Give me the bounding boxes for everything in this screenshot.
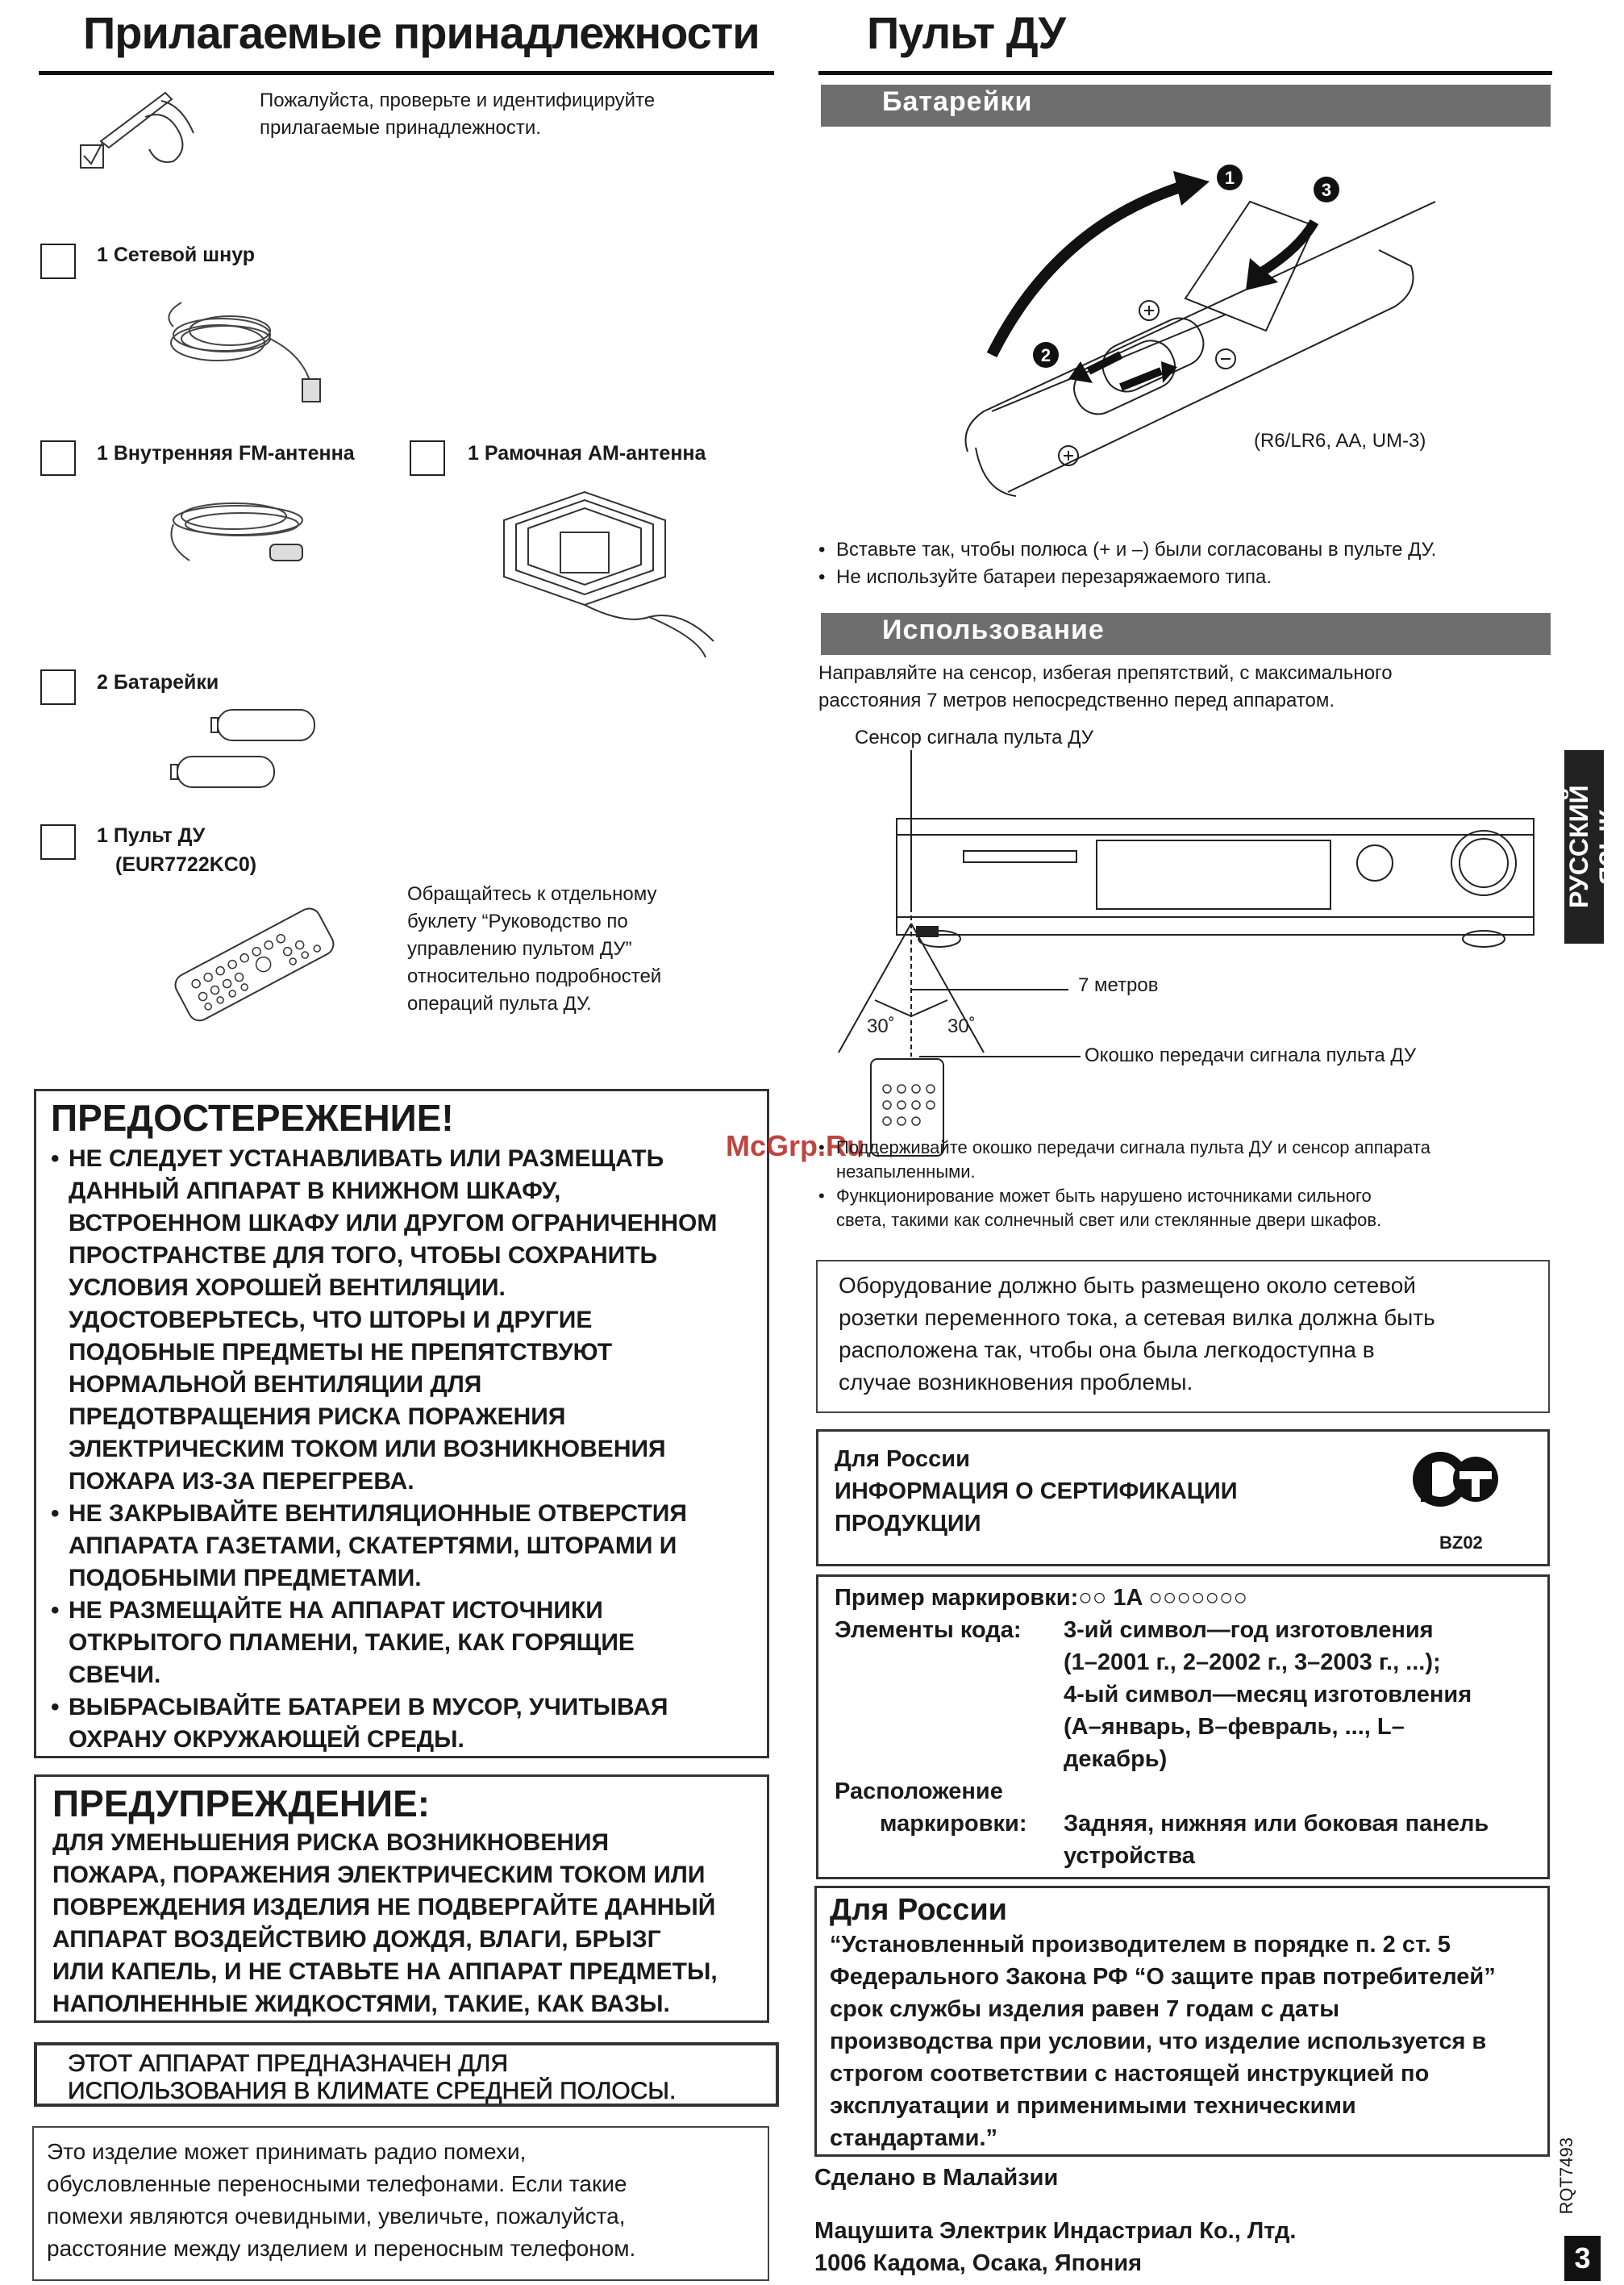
caution-box bbox=[34, 1774, 769, 2023]
accessories-title: Прилагаемые принадлежности bbox=[83, 7, 760, 58]
fm-antenna-label: 1 Внутренняя FM-антенна bbox=[97, 442, 355, 465]
marking-code-line: декабрь) bbox=[1064, 1746, 1168, 1772]
remote-checkbox[interactable] bbox=[40, 824, 76, 860]
remote-note bbox=[407, 881, 754, 1018]
intro-line: прилагаемые принадлежности. bbox=[260, 117, 541, 139]
remote-illustration bbox=[165, 891, 343, 1036]
distance-label: 7 метров bbox=[1078, 974, 1159, 996]
accessories-title-rule bbox=[39, 71, 774, 75]
interference-line: обусловленные переносными телефонами. Если такие bbox=[47, 2171, 627, 2196]
marking-code-line: (А–январь, В–февраль, ..., L– bbox=[1064, 1714, 1405, 1740]
caution-line: ИЛИ КАПЕЛЬ, И НЕ СТАВЬТЕ НА АППАРАТ ПРЕДМЕТЫ, bbox=[52, 1958, 718, 1985]
interference-text bbox=[47, 2136, 768, 2265]
warning-box bbox=[34, 1089, 769, 1758]
remote-title-rule bbox=[818, 71, 1552, 75]
marking-code bbox=[835, 1614, 1547, 1775]
am-antenna-label: 1 Рамочная АМ-антенна bbox=[468, 442, 706, 465]
battery-notes bbox=[818, 536, 1552, 591]
climate-box bbox=[34, 2042, 779, 2107]
caution-line: АППАРАТ ВОЗДЕЙСТВИЮ ДОЖДЯ, ВЛАГИ, БРЫЗГ bbox=[52, 1926, 661, 1953]
angle-right-label: 30˚ bbox=[947, 1015, 976, 1037]
warning-line: АППАРАТА ГАЗЕТАМИ, СКАТЕРТЯМИ, ШТОРАМИ И bbox=[69, 1532, 677, 1559]
marking-code-label: Элементы кода: bbox=[835, 1617, 1022, 1643]
interference-box bbox=[32, 2126, 769, 2281]
warning-line: СВЕЧИ. bbox=[69, 1662, 161, 1688]
usage-text bbox=[818, 660, 1552, 715]
remote-note-line: управлению пультом ДУ” bbox=[407, 938, 632, 960]
marking-code-line: (1–2001 г., 2–2002 г., 3–2003 г., ...); bbox=[1064, 1649, 1441, 1675]
marking-location-line: устройства bbox=[1064, 1843, 1195, 1869]
service-life-line: эксплуатации и применимыми техническими bbox=[830, 2093, 1356, 2119]
warning-line: ПРОСТРАНСТВЕ ДЛЯ ТОГО, ЧТОБЫ СОХРАНИТЬ bbox=[69, 1242, 658, 1269]
warning-list bbox=[51, 1143, 767, 1756]
service-life-box bbox=[814, 1886, 1550, 2157]
warning-line: ЭЛЕКТРИЧЕСКИМ ТОКОМ ИЛИ ВОЗНИКНОВЕНИЯ bbox=[69, 1436, 666, 1462]
marking-code-line: 4-ый символ—месяц изготовления bbox=[1064, 1682, 1472, 1707]
service-life-line: Федерального Закона РФ “О защите прав потребителей” bbox=[830, 1964, 1496, 1990]
usage-note-line: света, такими как солнечный свет или стеклянные двери шкафов. bbox=[836, 1210, 1382, 1230]
marking-example-label: Пример маркировки: bbox=[835, 1585, 1079, 1611]
warning-line: ВСТРОЕННОМ ШКАФУ ИЛИ ДРУГОМ ОГРАНИЧЕННОМ bbox=[69, 1210, 718, 1236]
svg-text:3: 3 bbox=[1321, 180, 1332, 200]
rst-logo-icon bbox=[1410, 1445, 1506, 1518]
marking-location-line: Задняя, нижняя или боковая панель bbox=[1064, 1811, 1489, 1837]
made-in: Сделано в Малайзии bbox=[814, 2165, 1059, 2191]
warning-item bbox=[51, 1498, 767, 1595]
marking-code-line: 3-ий символ—год изготовления bbox=[1064, 1617, 1434, 1643]
interference-line: помехи являются очевидными, увеличьте, пожалуйста, bbox=[47, 2204, 626, 2229]
am-antenna-checkbox[interactable] bbox=[410, 440, 445, 476]
batteries-checkbox[interactable] bbox=[40, 669, 76, 705]
caution-line: ПОЖАРА, ПОРАЖЕНИЯ ЭЛЕКТРИЧЕСКИМ ТОКОМ ИЛИ bbox=[52, 1862, 706, 1888]
marking-location bbox=[835, 1775, 1547, 1872]
usage-note bbox=[818, 1136, 1552, 1184]
usage-note bbox=[818, 1184, 1552, 1232]
am-antenna-illustration bbox=[496, 488, 738, 665]
service-life-text bbox=[830, 1928, 1547, 2154]
marking-example-value: ○○ 1A ○○○○○○○ bbox=[1078, 1585, 1248, 1611]
page-number: 3 bbox=[1564, 2236, 1601, 2281]
warning-line: УСЛОВИЯ ХОРОШЕЙ ВЕНТИЛЯЦИИ. bbox=[69, 1274, 506, 1301]
warning-line: ПРЕДОТВРАЩЕНИЯ РИСКА ПОРАЖЕНИЯ bbox=[69, 1403, 566, 1430]
watermark: McGrp.Ru bbox=[726, 1129, 865, 1162]
sensor-label: Сенсор сигнала пульта ДУ bbox=[855, 727, 1093, 748]
caution-title: ПРЕДУПРЕЖДЕНИЕ: bbox=[52, 1783, 431, 1824]
battery-note: • Вставьте так, чтобы полюса (+ и –) были согласованы в пульте ДУ. bbox=[818, 536, 1552, 564]
warning-line: • ВЫБРАСЫВАЙТЕ БАТАРЕИ В МУСОР, УЧИТЫВАЯ bbox=[69, 1694, 668, 1720]
warning-line: • НЕ СЛЕДУЕТ УСТАНАВЛИВАТЬ ИЛИ РАЗМЕЩАТЬ bbox=[69, 1145, 664, 1172]
warning-line: ОТКРЫТОГО ПЛАМЕНИ, ТАКИЕ, КАК ГОРЯЩИЕ bbox=[69, 1629, 635, 1656]
remote-note-line: операций пульта ДУ. bbox=[407, 993, 592, 1015]
warning-line: ОХРАНУ ОКРУЖАЮЩЕЙ СРЕДЫ. bbox=[69, 1726, 464, 1753]
warning-line: ДАННЫЙ АППАРАТ В КНИЖНОМ ШКАФУ, bbox=[69, 1178, 561, 1204]
service-life-line: строгом соответствии с настоящей инструкцией по bbox=[830, 2061, 1430, 2087]
warning-line: • НЕ РАЗМЕЩАЙТЕ НА АППАРАТ ИСТОЧНИКИ bbox=[69, 1597, 603, 1624]
checklist-pen-illustration bbox=[77, 85, 214, 181]
accessories-intro bbox=[260, 87, 760, 142]
intro-line: Пожалуйста, проверьте и идентифицируйте bbox=[260, 90, 656, 111]
battery-insertion-illustration bbox=[960, 153, 1411, 524]
marking-location-label: маркировки: bbox=[880, 1811, 1027, 1837]
warning-line: ПОЖАРА ИЗ-ЗА ПЕРЕГРЕВА. bbox=[69, 1468, 414, 1495]
manufacturer-line: 1006 Кадома, Осака, Япония bbox=[814, 2250, 1143, 2276]
placement-line: Оборудование должно быть размещено около сетевой bbox=[839, 1273, 1416, 1298]
usage-header: Использование bbox=[821, 613, 1551, 655]
climate-line: ИСПОЛЬЗОВАНИЯ В КЛИМАТЕ СРЕДНЕЙ ПОЛОСЫ. bbox=[68, 2078, 677, 2104]
certification-code: BZ02 bbox=[1439, 1532, 1483, 1553]
battery-type: (R6/LR6, AA, UM-3) bbox=[1254, 430, 1426, 452]
climate-line: ЭТОТ АППАРАТ ПРЕДНАЗНАЧЕН ДЛЯ bbox=[68, 2050, 509, 2077]
batteries-illustration bbox=[169, 702, 331, 798]
warning-line: ПОДОБНЫЕ ПРЕДМЕТЫ НЕ ПРЕПЯТСТВУЮТ bbox=[69, 1339, 613, 1366]
caution-line: ПОВРЕЖДЕНИЯ ИЗДЕЛИЯ НЕ ПОДВЕРГАЙТЕ ДАННЫЙ bbox=[52, 1894, 716, 1920]
marking-box bbox=[816, 1574, 1550, 1879]
language-side-tab: РУССКИЙ ЯЗЫК bbox=[1564, 750, 1604, 944]
usage-line: расстояния 7 метров непосредственно перед аппаратом. bbox=[818, 690, 1335, 711]
usage-note-line: незапыленными. bbox=[836, 1161, 976, 1182]
warning-title: ПРЕДОСТЕРЕЖЕНИЕ! bbox=[51, 1097, 454, 1139]
warning-line: УДОСТОВЕРЬТЕСЬ, ЧТО ШТОРЫ И ДРУГИЕ bbox=[69, 1307, 593, 1333]
fm-antenna-illustration bbox=[157, 488, 335, 577]
caution-line: ДЛЯ УМЕНЬШЕНИЯ РИСКА ВОЗНИКНОВЕНИЯ bbox=[52, 1829, 610, 1856]
service-life-line: производства при условии, что изделие используется в bbox=[830, 2029, 1487, 2054]
certification-line: ИНФОРМАЦИЯ О СЕРТИФИКАЦИИ bbox=[835, 1478, 1238, 1504]
window-label: Окошко передачи сигнала пульта ДУ bbox=[1085, 1045, 1417, 1066]
remote-note-line: относительно подробностей bbox=[407, 965, 662, 987]
usage-line: Направляйте на сенсор, избегая препятствий, с максимального bbox=[818, 662, 1393, 684]
remote-section-title: Пульт ДУ bbox=[867, 7, 1066, 58]
batteries-header: Батарейки bbox=[821, 85, 1551, 127]
power-cord-illustration bbox=[157, 294, 335, 403]
angle-left-label: 30˚ bbox=[867, 1015, 895, 1037]
service-life-line: стандартами.” bbox=[830, 2125, 998, 2151]
doc-code: RQT7493 bbox=[1556, 2137, 1576, 2215]
service-life-line: “Установленный производителем в порядке п. 2 ст. 5 bbox=[830, 1932, 1451, 1958]
batteries-label: 2 Батарейки bbox=[97, 671, 219, 694]
marking-code-values bbox=[1064, 1614, 1472, 1775]
marking-location-values bbox=[1064, 1808, 1489, 1872]
warning-line: ПОДОБНЫМИ ПРЕДМЕТАМИ. bbox=[69, 1565, 422, 1591]
placement-box bbox=[816, 1260, 1550, 1413]
caution-text bbox=[52, 1827, 767, 2020]
service-life-line: срок службы изделия равен 7 годам с даты bbox=[830, 1996, 1340, 2022]
usage-diagram bbox=[839, 750, 1548, 1137]
warning-item bbox=[51, 1691, 767, 1756]
remote-model: (EUR7722KC0) bbox=[115, 853, 257, 876]
remote-note-line: Обращайтесь к отдельному bbox=[407, 883, 657, 905]
battery-note: • Не используйте батареи перезаряжаемого типа. bbox=[818, 564, 1552, 591]
marking-example bbox=[835, 1582, 1547, 1614]
certification-line: Для России bbox=[835, 1446, 970, 1472]
warning-item bbox=[51, 1143, 767, 1498]
usage-notes bbox=[818, 1136, 1552, 1232]
power-cord-checkbox[interactable] bbox=[40, 244, 76, 279]
manufacturer bbox=[814, 2215, 1297, 2279]
remote-label: 1 Пульт ДУ bbox=[97, 824, 206, 847]
marking-location-label: Расположение bbox=[835, 1778, 1003, 1804]
usage-note-line: • Функционирование может быть нарушено источниками сильного bbox=[836, 1186, 1372, 1206]
usage-note-line: • Поддерживайте окошко передачи сигнала пульта ДУ и сенсор аппарата bbox=[836, 1137, 1430, 1157]
certification-line: ПРОДУКЦИИ bbox=[835, 1511, 981, 1537]
svg-text:1: 1 bbox=[1224, 168, 1235, 188]
service-life-title: Для России bbox=[830, 1893, 1008, 1927]
placement-text bbox=[839, 1270, 1548, 1399]
placement-line: розетки переменного тока, а сетевая вилка должна быть bbox=[839, 1305, 1435, 1330]
warning-line: • НЕ ЗАКРЫВАЙТЕ ВЕНТИЛЯЦИОННЫЕ ОТВЕРСТИЯ bbox=[69, 1500, 687, 1527]
svg-text:2: 2 bbox=[1040, 345, 1051, 365]
interference-line: Это изделие может принимать радио помехи, bbox=[47, 2139, 527, 2164]
caution-line: НАПОЛНЕННЫЕ ЖИДКОСТЯМИ, ТАКИЕ, КАК ВАЗЫ. bbox=[52, 1991, 670, 2017]
warning-item bbox=[51, 1595, 767, 1691]
remote-note-line: буклету “Руководство по bbox=[407, 911, 628, 932]
climate-text bbox=[68, 2050, 776, 2105]
manufacturer-line: Мацушита Электрик Индастриал Ко., Лтд. bbox=[814, 2218, 1297, 2244]
fm-antenna-checkbox[interactable] bbox=[40, 440, 76, 476]
power-cord-label: 1 Сетевой шнур bbox=[97, 244, 256, 266]
warning-line: НОРМАЛЬНОЙ ВЕНТИЛЯЦИИ ДЛЯ bbox=[69, 1371, 482, 1398]
interference-line: расстояние между изделием и переносным телефоном. bbox=[47, 2236, 636, 2261]
placement-line: случае возникновения проблемы. bbox=[839, 1370, 1193, 1395]
placement-line: расположена так, чтобы она была легкодоступна в bbox=[839, 1337, 1375, 1362]
